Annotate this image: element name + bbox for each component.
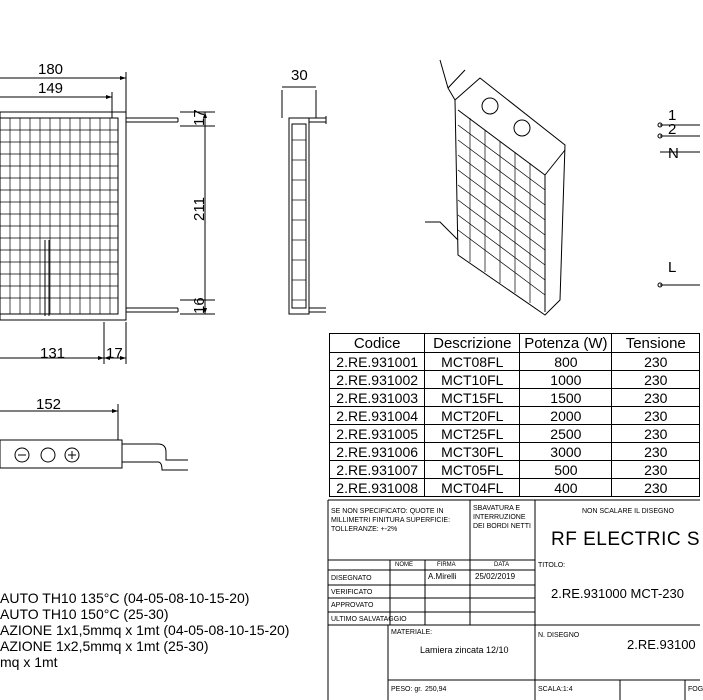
cell-potenza: 3000: [520, 443, 612, 461]
cell-descrizione: MCT04FL: [425, 479, 520, 497]
cell-tensione: 230: [612, 389, 700, 407]
designer-name: A.Mirelli: [428, 572, 457, 581]
cell-descrizione: MCT10FL: [425, 371, 520, 389]
wiring-terminal-1: 1: [668, 107, 677, 124]
cell-codice: 2.RE.931007: [330, 461, 425, 479]
bottom-view: [0, 404, 188, 470]
col-nome: NOME: [395, 562, 413, 568]
notes-list: [0, 590, 289, 670]
cell-tensione: 230: [612, 371, 700, 389]
table-row: [330, 353, 700, 371]
parts-table-header: [330, 334, 700, 353]
cell-potenza: 500: [520, 461, 612, 479]
dim-bottom-view-width: 152: [36, 396, 62, 413]
company-name: RF ELECTRIC S: [551, 529, 701, 550]
spec-note: SE NON SPECIFICATO: QUOTE IN MILLIMETRI FINITURA SUPERFICIE: TOLLERANZE: +-2%: [331, 508, 451, 533]
cell-potenza: 1000: [520, 371, 612, 389]
cell-potenza: 400: [520, 479, 612, 497]
col-tensione: Tensione: [612, 334, 700, 353]
cell-descrizione: MCT25FL: [425, 425, 520, 443]
label-disegnato: DISEGNATO: [331, 575, 372, 582]
cell-codice: 2.RE.931003: [330, 389, 425, 407]
col-firma: FIRMA: [437, 562, 456, 568]
col-data: DATA: [494, 562, 510, 568]
cell-tensione: 230: [612, 353, 700, 371]
materiale-value: Lamiera zincata 12/10: [420, 645, 509, 655]
table-row: [330, 443, 700, 461]
cell-descrizione: MCT08FL: [425, 353, 520, 371]
cell-potenza: 800: [520, 353, 612, 371]
cell-descrizione: MCT20FL: [425, 407, 520, 425]
non-scalare-note: NON SCALARE IL DISEGNO: [582, 508, 674, 515]
isometric-view: [425, 60, 565, 315]
cell-potenza: 2500: [520, 425, 612, 443]
cell-codice: 2.RE.931004: [330, 407, 425, 425]
col-potenza: Potenza (W): [520, 334, 612, 353]
dim-side-depth: 30: [291, 67, 308, 84]
table-row: [330, 371, 700, 389]
cell-codice: 2.RE.931005: [330, 425, 425, 443]
dim-front-top-offset: 17: [191, 109, 208, 126]
cell-tensione: 230: [612, 425, 700, 443]
note-line: AUTO TH10 150°C (25-30): [0, 606, 169, 622]
n-disegno-value: 2.RE.93100: [627, 637, 696, 652]
col-codice: Codice: [330, 334, 425, 353]
sbavatura-note: SBAVATURA E INTERRUZIONE DEI BORDI NETTI: [473, 505, 531, 530]
label-foglio: FOG: [688, 686, 703, 693]
cell-codice: 2.RE.931002: [330, 371, 425, 389]
dim-front-width-inner: 149: [38, 80, 64, 97]
table-row: [330, 425, 700, 443]
dim-front-width-total: 180: [38, 61, 64, 78]
dim-front-bottom-span: 131: [40, 345, 66, 362]
table-row: [330, 479, 700, 497]
wiring-terminal-2: 2: [668, 121, 677, 138]
parts-table: [329, 333, 700, 497]
wiring-diagram: [658, 123, 700, 287]
dim-front-height: 211: [191, 197, 208, 221]
cell-descrizione: MCT15FL: [425, 389, 520, 407]
note-line: AUTO TH10 135°C (04-05-08-10-15-20): [0, 590, 250, 606]
label-approvato: APPROVATO: [331, 602, 374, 609]
label-n-disegno: N. DISEGNO: [538, 632, 580, 639]
wiring-terminal-L: L: [668, 259, 677, 276]
cell-descrizione: MCT05FL: [425, 461, 520, 479]
label-titolo: TITOLO:: [538, 562, 566, 569]
front-view: [0, 72, 215, 364]
label-materiale: MATERIALE:: [391, 629, 433, 636]
col-descrizione: Descrizione: [425, 334, 520, 353]
table-row: [330, 389, 700, 407]
cell-codice: 2.RE.931008: [330, 479, 425, 497]
cell-tensione: 230: [612, 479, 700, 497]
dim-front-bottom-right: 17: [106, 345, 123, 362]
cell-potenza: 1500: [520, 389, 612, 407]
titolo-value: 2.RE.931000 MCT-230: [551, 586, 684, 601]
table-row: [330, 461, 700, 479]
cell-codice: 2.RE.931001: [330, 353, 425, 371]
cell-tensione: 230: [612, 407, 700, 425]
cell-descrizione: MCT30FL: [425, 443, 520, 461]
cell-tensione: 230: [612, 461, 700, 479]
cell-potenza: 2000: [520, 407, 612, 425]
wiring-terminal-N: N: [668, 145, 679, 162]
table-row: [330, 407, 700, 425]
note-line: mq x 1mt: [0, 654, 58, 670]
note-line: AZIONE 1x1,5mmq x 1mt (04-05-08-10-15-20): [0, 622, 290, 638]
label-scala: SCALA:1:4: [538, 686, 573, 693]
label-ultimo-salvataggio: ULTIMO SALVATAGGIO: [331, 616, 407, 623]
side-view: [282, 87, 326, 314]
cell-codice: 2.RE.931006: [330, 443, 425, 461]
peso-value: 250,94: [425, 686, 447, 693]
note-line: AZIONE 1x2,5mmq x 1mt (25-30): [0, 638, 209, 654]
cell-tensione: 230: [612, 443, 700, 461]
dim-front-bottom-offset: 16: [191, 297, 208, 314]
design-date: 25/02/2019: [475, 572, 516, 581]
label-peso: PESO: gr.: [391, 686, 423, 693]
label-verificato: VERIFICATO: [331, 589, 373, 596]
